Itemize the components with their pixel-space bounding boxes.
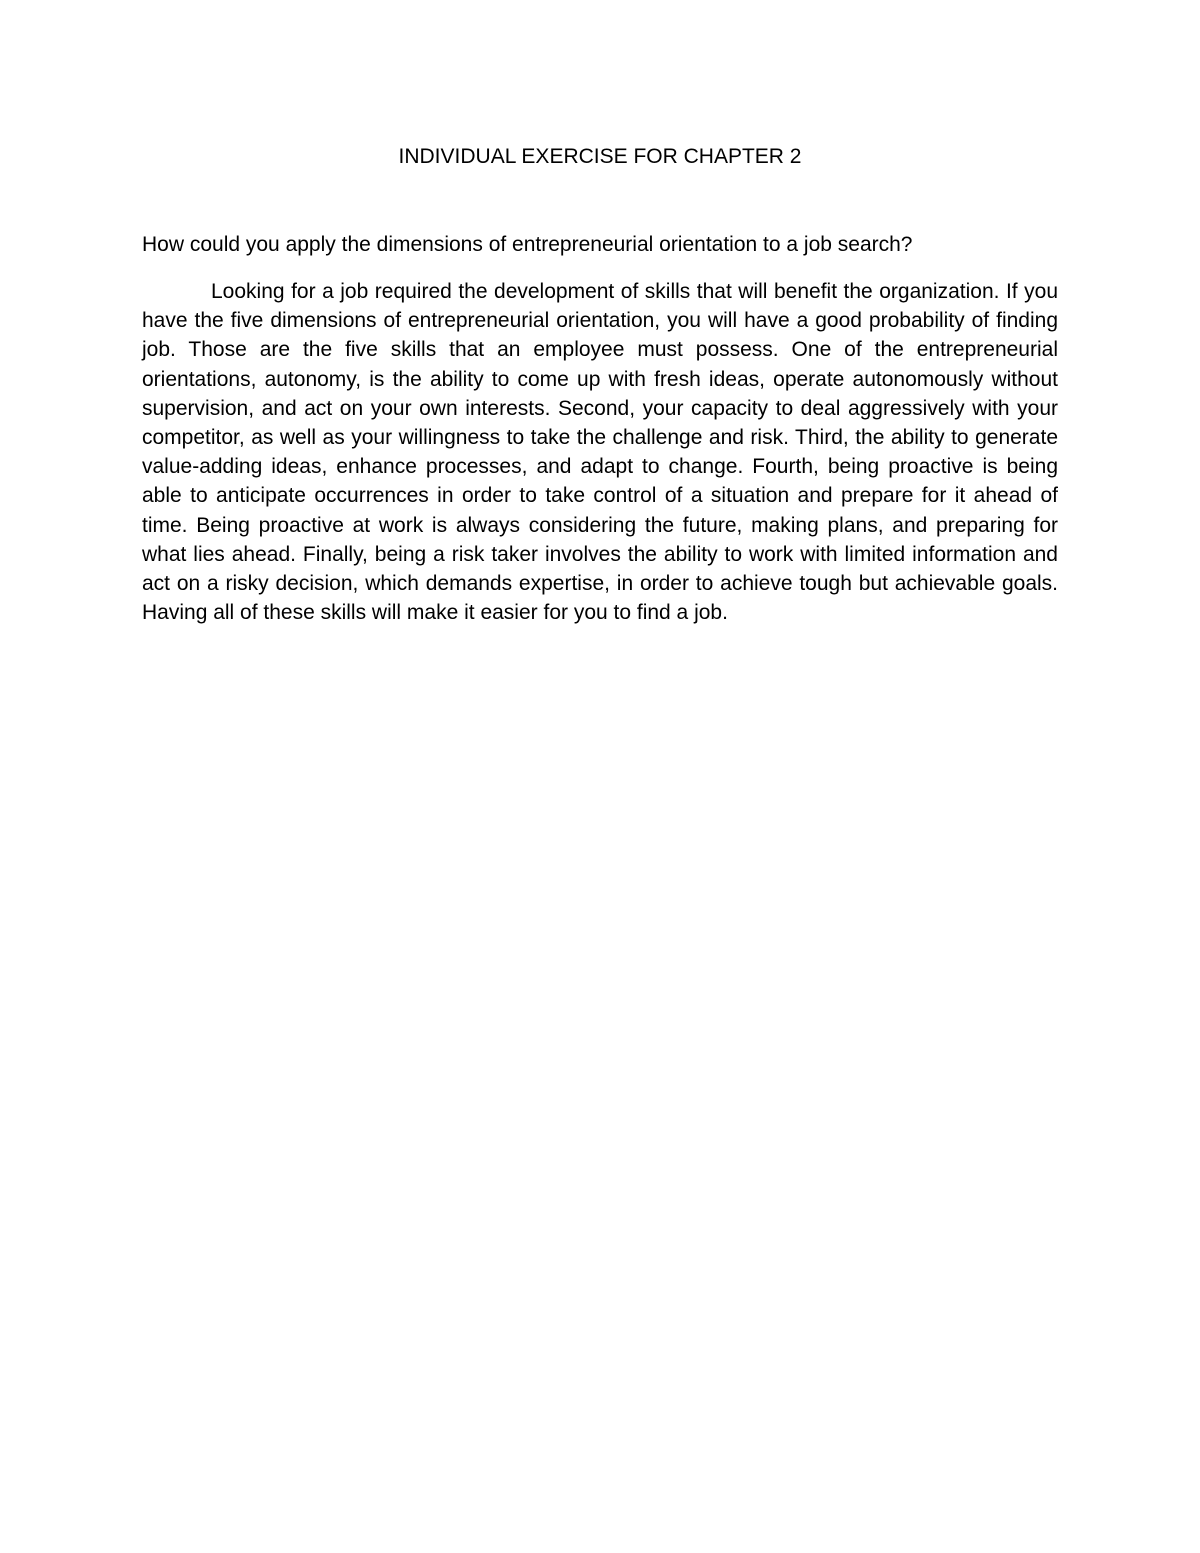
exercise-answer: Looking for a job required the development of skills that will benefit the organization. If you have the five dimensions of entrepreneurial orientation, you will have a good probability of finding job. Those are the five skills that an employee must possess. One of the entrepreneurial orientations, autonomy, is the ability to come up with fresh ideas, operate autonomously without supervision, and act on your own interests. Second, your capacity to deal aggressively with your competitor, as well as your willingness to take the challenge and risk. Third, the ability to generate value-adding ideas, enhance processes, and adapt to change. Fourth, being proactive is being able to anticipate occurrences in order to take control of a situation and prepare for it ahead of time. Being proactive at work is always considering the future, making plans, and preparing for what lies ahead. Finally, being a risk taker involves the ability to work with limited information and act on a risky decision, which demands expertise, in order to achieve tough but achievable goals. Having all of these skills will make it easier for you to find a job. bbox=[142, 280, 1058, 625]
exercise-question: How could you apply the dimensions of entrepreneurial orientation to a job search? bbox=[142, 233, 913, 256]
document-title: INDIVIDUAL EXERCISE FOR CHAPTER 2 bbox=[398, 145, 802, 168]
